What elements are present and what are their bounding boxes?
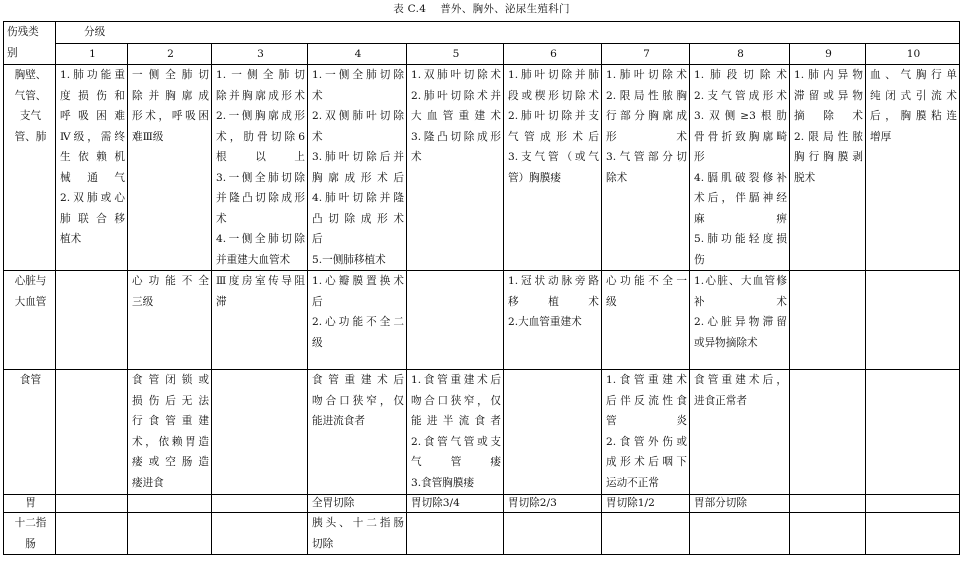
table-cell-grade-7 [602, 370, 690, 495]
cell-line: 纯闭式引流术 [870, 89, 957, 102]
cell-line: Ⅳ级，需终 [60, 130, 125, 143]
table-body [4, 22, 960, 555]
table-cell-grade-2 [128, 65, 212, 271]
cell-line: 三级 [132, 295, 154, 308]
cell-line: 5.一侧肺移植术 [312, 253, 386, 266]
cell-line: 气管瘘 [411, 456, 501, 468]
cell-line: 运动不正常 [606, 476, 659, 489]
cell-line: 形术 [606, 130, 687, 143]
cell-line: 进食正常者 [694, 394, 747, 407]
cell-line: 3.一侧全肺切除 [216, 171, 305, 184]
table-cell-grade-4 [308, 370, 407, 495]
cell-line: 损伤后无法 [132, 394, 209, 407]
cell-line: 级 [606, 295, 617, 308]
cell-line: 2.肺叶切除术并 [411, 89, 501, 102]
grade-number-3: 3 [212, 43, 308, 65]
cell-line: 5.肺功能轻度损 [694, 233, 787, 245]
grade-number-9: 9 [790, 43, 866, 65]
cell-line: 骨骨折致胸廓畸 [694, 130, 787, 143]
cell-line: 1.肺内异物 [794, 69, 863, 81]
cell-line: 2.双肺或心 [60, 192, 125, 204]
table-caption [0, 3, 963, 16]
cell-line: 支气 [19, 110, 42, 122]
table-cell-grade-6 [504, 513, 602, 555]
table-cell-grade-10 [866, 495, 960, 513]
grade-number-4: 4 [308, 43, 407, 65]
disability-grade-table [3, 21, 960, 555]
cell-line: 生依赖机 [60, 151, 125, 163]
cell-line: 胰头、十二指肠 [312, 517, 404, 529]
cell-line: 4.肺叶切除并隆 [312, 192, 404, 204]
cell-line: 滞 [216, 295, 227, 308]
cell-line: 2.肺叶切除并支 [508, 110, 599, 122]
cell-line: 1.肺叶切除术 [606, 69, 687, 81]
table-cell-grade-10 [866, 513, 960, 555]
cell-line: 伤残类 [7, 26, 39, 38]
cell-line: 1.一侧全肺切 [216, 69, 305, 81]
cell-line: 呼吸困难 [60, 110, 125, 122]
table-cell-grade-9 [790, 370, 866, 495]
cell-line: 段或楔形切除术 [508, 89, 599, 102]
cell-line: 1.心瓣膜置换术 [312, 275, 404, 287]
table-cell-grade-7 [602, 271, 690, 370]
cell-line: 成形术后咽下 [606, 456, 687, 468]
table-cell-grade-4 [308, 495, 407, 513]
cell-line: 1.肺叶切除并肺 [508, 69, 599, 81]
grade-number-row [4, 43, 960, 65]
table-cell-grade-8 [690, 370, 790, 495]
grade-number-1: 1 [56, 43, 128, 65]
table-cell-grade-2 [128, 370, 212, 495]
cell-line: 食管重建术后 [312, 374, 404, 386]
table-cell-grade-9 [790, 65, 866, 271]
grade-number-10: 10 [866, 43, 960, 65]
cell-line: 食管重建术后， [694, 374, 787, 386]
cell-line: 大血管 [14, 295, 47, 308]
grade-label-text: 分级 [84, 26, 106, 38]
cell-line: 械通气 [60, 171, 125, 184]
cell-line: 4.一侧全肺切除 [216, 233, 305, 245]
cell-line: 并重建大血管术 [216, 253, 291, 266]
cell-line: 除并胸廓成形术 [216, 89, 305, 102]
cell-line: 2.大血管重建术 [508, 316, 582, 328]
table-cell-grade-3 [212, 271, 308, 370]
table-row-duodenum [4, 513, 960, 555]
cell-line: 术，依赖胃造 [132, 435, 209, 448]
table-cell-grade-3 [212, 370, 308, 495]
row-category-duodenum [4, 513, 56, 555]
cell-line: 血、气胸行单 [870, 69, 957, 81]
cell-line: 瘘进食 [132, 476, 164, 489]
cell-line: 胃切除2/3 [508, 497, 557, 509]
cell-line: 度损伤和 [60, 89, 125, 102]
cell-line: 2.一侧胸廓成形 [216, 110, 305, 122]
row-category-stomach [4, 495, 56, 513]
table-cell-grade-10 [866, 271, 960, 370]
table-cell-grade-1 [56, 495, 128, 513]
cell-line: 1.冠状动脉旁路 [508, 275, 599, 287]
cell-line: 大血管重建术 [411, 110, 501, 122]
table-cell-grade-9 [790, 513, 866, 555]
cell-line: 肠 [25, 537, 36, 550]
table-cell-grade-1 [56, 271, 128, 370]
cell-line: 术，肋骨切除6 [216, 130, 305, 143]
table-cell-grade-6 [504, 370, 602, 495]
cell-line: 补术 [694, 295, 787, 308]
cell-line: 伤 [694, 253, 705, 266]
cell-line: 行食管重建 [132, 415, 209, 427]
cell-line: 级 [312, 336, 323, 349]
row-category-chest [4, 65, 56, 271]
cell-line: 胸壁、 [14, 69, 47, 81]
cell-line: 后，胸膜粘连 [870, 110, 957, 122]
cell-line: 植术 [60, 233, 82, 245]
cell-line: 3.肺叶切除后并 [312, 151, 404, 163]
table-row-esophagus [4, 370, 960, 495]
table-cell-grade-1 [56, 370, 128, 495]
table-cell-grade-6 [504, 271, 602, 370]
cell-line: 胃切除3/4 [411, 497, 460, 509]
cell-line: 3.气管部分切 [606, 151, 687, 163]
cell-line: 2.食管气管或支 [411, 435, 501, 448]
cell-line: 瘘或空肠造 [132, 456, 209, 468]
cell-line: 肺联合移 [60, 212, 125, 225]
table-cell-grade-5 [407, 271, 504, 370]
table-cell-grade-4 [308, 65, 407, 271]
cell-line: 2.心脏异物滞留 [694, 316, 787, 328]
cell-line: 3.隆凸切除成形 [411, 130, 501, 143]
cell-line: 麻痹 [694, 212, 787, 225]
cell-line: 或异物摘除术 [694, 336, 758, 349]
cell-line: 3.双侧≥3根肋 [694, 110, 787, 122]
table-cell-grade-5 [407, 513, 504, 555]
cell-line: 根以上 [216, 151, 305, 163]
cell-line: 1.肺功能重 [60, 69, 125, 81]
table-row-stomach [4, 495, 960, 513]
grade-number-8: 8 [690, 43, 790, 65]
cell-line: 难Ⅲ级 [132, 130, 164, 143]
cell-line: 2.双侧肺叶切除 [312, 110, 404, 122]
cell-line: 管）胸膜瘘 [508, 171, 561, 184]
table-title: 普外、胸外、泌尿生殖科门 [440, 3, 570, 15]
cell-line: 心功能不全 [132, 275, 209, 287]
grade-number-5: 5 [407, 43, 504, 65]
cell-line: 管炎 [606, 415, 687, 427]
cell-line: 1.食管重建术 [606, 374, 687, 386]
cell-line: 术 [312, 89, 323, 102]
cell-line: 除术 [606, 171, 628, 184]
grade-number-2: 2 [128, 43, 212, 65]
table-cell-grade-8 [690, 271, 790, 370]
table-row-chest [4, 65, 960, 271]
cell-line: 切除 [312, 537, 334, 550]
table-cell-grade-2 [128, 495, 212, 513]
table-cell-grade-6 [504, 65, 602, 271]
cell-line: 1.双肺叶切除术 [411, 69, 501, 81]
cell-line: 术后，伴膈神经 [694, 192, 787, 204]
cell-line: 1.心脏、大血管修 [694, 275, 787, 287]
cell-line: 2.限局性脓胸 [606, 89, 687, 102]
category-header [4, 22, 56, 65]
cell-line: 2.食管外伤或 [606, 435, 687, 448]
table-cell-grade-3 [212, 495, 308, 513]
table-cell-grade-7 [602, 495, 690, 513]
cell-line: 除并胸廓成 [132, 89, 209, 102]
cell-line: 凸切除成形术 [312, 212, 404, 225]
cell-line: 心脏与 [14, 275, 47, 287]
cell-line: 术 [411, 151, 422, 163]
table-cell-grade-3 [212, 513, 308, 555]
table-number: 表 C.4 [393, 3, 427, 15]
cell-line: 形 [694, 151, 705, 163]
cell-line: 3.食管胸膜瘘 [411, 476, 475, 489]
cell-line: 移植术 [508, 295, 599, 308]
cell-line: 一侧全肺切 [132, 69, 209, 81]
cell-line: 气管成形术后 [508, 130, 599, 143]
cell-line: 并隆凸切除成形 [216, 192, 305, 204]
cell-line: 胃 [25, 497, 36, 509]
cell-line: 食管闭锁或 [132, 374, 209, 386]
cell-line: 2.限局性脓 [794, 130, 863, 143]
cell-line: 别 [7, 46, 18, 59]
cell-line: 滞留或异物 [794, 89, 863, 102]
table-cell-grade-7 [602, 513, 690, 555]
cell-line: 增厚 [870, 130, 892, 143]
cell-line: 2.心功能不全二 [312, 316, 404, 328]
table-cell-grade-10 [866, 65, 960, 271]
cell-line: 能进半流食者 [411, 415, 501, 427]
grade-number-7: 7 [602, 43, 690, 65]
cell-line: 胃切除1/2 [606, 497, 655, 509]
row-category-esophagus [4, 370, 56, 495]
cell-line: 1.食管重建术后 [411, 374, 501, 386]
table-cell-grade-4 [308, 513, 407, 555]
cell-line: 胸廓成形术后 [312, 171, 404, 184]
cell-line: 术 [312, 130, 323, 143]
cell-line: 十二指 [14, 517, 47, 529]
table-cell-grade-6 [504, 495, 602, 513]
table-cell-grade-5 [407, 65, 504, 271]
header-row [4, 22, 960, 44]
table-cell-grade-5 [407, 370, 504, 495]
cell-line: 吻合口狭窄，仅 [411, 394, 501, 407]
cell-line: 脱术 [794, 171, 816, 184]
cell-line: 气管、 [14, 89, 47, 102]
grade-label [56, 22, 960, 44]
table-cell-grade-8 [690, 495, 790, 513]
table-cell-grade-10 [866, 370, 960, 495]
grade-number-6: 6 [504, 43, 602, 65]
cell-line: 1.一侧全肺切除 [312, 69, 404, 81]
cell-line: 能进流食者 [312, 415, 365, 427]
cell-line: 全胃切除 [312, 497, 355, 509]
cell-line: 术 [216, 212, 227, 225]
row-category-heart [4, 271, 56, 370]
cell-line: 食管 [19, 374, 42, 386]
table-cell-grade-2 [128, 271, 212, 370]
table-cell-grade-3 [212, 65, 308, 271]
table-cell-grade-9 [790, 271, 866, 370]
cell-line: 管、肺 [14, 130, 47, 143]
table-cell-grade-1 [56, 513, 128, 555]
table-cell-grade-7 [602, 65, 690, 271]
cell-line: 2.支气管成形术 [694, 89, 787, 102]
cell-line: 摘除术 [794, 110, 863, 122]
cell-line: 心功能不全一 [606, 275, 687, 287]
cell-line: 后 [312, 295, 323, 308]
cell-line: 后伴反流性食 [606, 394, 687, 407]
cell-line: 形术，呼吸困 [132, 110, 209, 122]
cell-line: 吻合口狭窄，仅 [312, 394, 404, 407]
cell-line: 胃部分切除 [694, 497, 747, 509]
table-cell-grade-8 [690, 65, 790, 271]
cell-line: 行部分胸廓成 [606, 110, 687, 122]
table-row-heart [4, 271, 960, 370]
cell-line: 1.肺段切除术 [694, 69, 787, 81]
cell-line: 胸行胸膜剥 [794, 151, 863, 163]
table-cell-grade-1 [56, 65, 128, 271]
table-cell-grade-9 [790, 495, 866, 513]
cell-line: Ⅲ度房室传导阻 [216, 275, 305, 287]
cell-line: 3.支气管（或气 [508, 151, 599, 163]
cell-line: 后 [312, 233, 323, 245]
table-cell-grade-8 [690, 513, 790, 555]
table-cell-grade-4 [308, 271, 407, 370]
table-cell-grade-2 [128, 513, 212, 555]
cell-line: 4.膈肌破裂修补 [694, 171, 787, 184]
table-cell-grade-5 [407, 495, 504, 513]
